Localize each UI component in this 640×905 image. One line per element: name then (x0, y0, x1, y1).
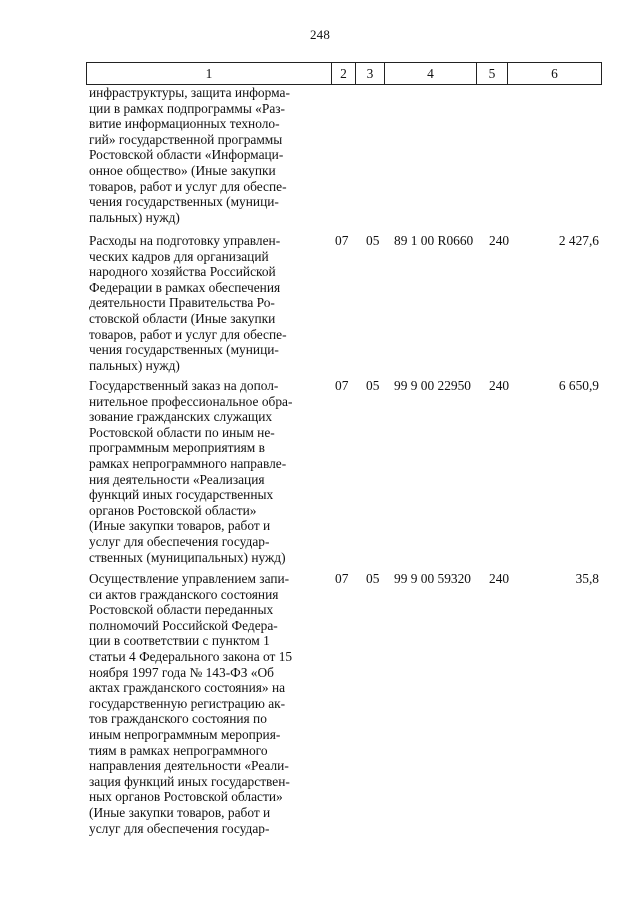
column-header-row (87, 63, 602, 85)
row-section: 07 (335, 571, 349, 586)
row-amount: 35,8 (575, 571, 599, 586)
row-expense-type: 240 (489, 571, 510, 586)
column-header-6: 6 (508, 63, 602, 85)
row-subsection: 05 (366, 233, 380, 248)
row-amount: 6 650,9 (558, 378, 599, 393)
row-description: Расходы на подготовку управлен- ческих кадров для организаций народного хозяйства Российской Федерации в рамках обеспечения деятельности Правительства Ро- стовской области (Иные закупки товаров, работ и услуг для обеспе- чения государственных (муници- пальных) нужд) (89, 233, 287, 373)
row-section: 07 (335, 378, 349, 393)
column-header-5: 5 (477, 63, 508, 85)
row-description: Осуществление управлением запи- си актов гражданского состояния Ростовской области переданных полномочий Российской Федера- ции в соответствии с пунктом 1 статьи 4 Федерального закона от 15 ноября 1997 года № 143-ФЗ «Об актах гражданского состояния» на государственную регистрацию ак- тов гражданского состояния по иным непрограммным мероприя- тиям в рамках непрограммного направления деятельности «Реали- зация функций иных государствен- ных органов Ростовской области» (Иные закупки товаров, работ и услуг для обеспечения государ- (89, 571, 293, 836)
row-description: Государственный заказ на допол- нительное профессиональное обра- зование гражданских служащих Ростовской области по иным не- программным мероприятиям в рамках непрограммного направле- ния деятельности «Реализация функций иных государственных органов Ростовской области» (Иные закупки товаров, работ и услуг для обеспечения государ- ственных (муниципальных) нужд) (89, 378, 293, 565)
column-header-table (86, 62, 602, 85)
row-expense-type: 240 (489, 233, 510, 248)
row-target-article: 89 1 00 R0660 (394, 233, 474, 248)
row-subsection: 05 (366, 378, 380, 393)
column-header-4: 4 (385, 63, 477, 85)
row-expense-type: 240 (489, 378, 510, 393)
row-amount: 2 427,6 (558, 233, 599, 248)
column-header-1: 1 (87, 63, 332, 85)
row-target-article: 99 9 00 59320 (394, 571, 471, 586)
column-header-3: 3 (356, 63, 385, 85)
row-section: 07 (335, 233, 349, 248)
row-target-article: 99 9 00 22950 (394, 378, 471, 393)
row-subsection: 05 (366, 571, 380, 586)
page-number: 248 (309, 27, 331, 42)
column-header-2: 2 (332, 63, 356, 85)
row-description: инфраструктуры, защита информа- ции в рамках подпрограммы «Раз- витие информационных техноло- гий» государственной программы Ростовской области «Информаци- онное общество» (Иные закупки товаров, работ и услуг для обеспе- чения государственных (муници- пальных) нужд) (89, 85, 290, 225)
